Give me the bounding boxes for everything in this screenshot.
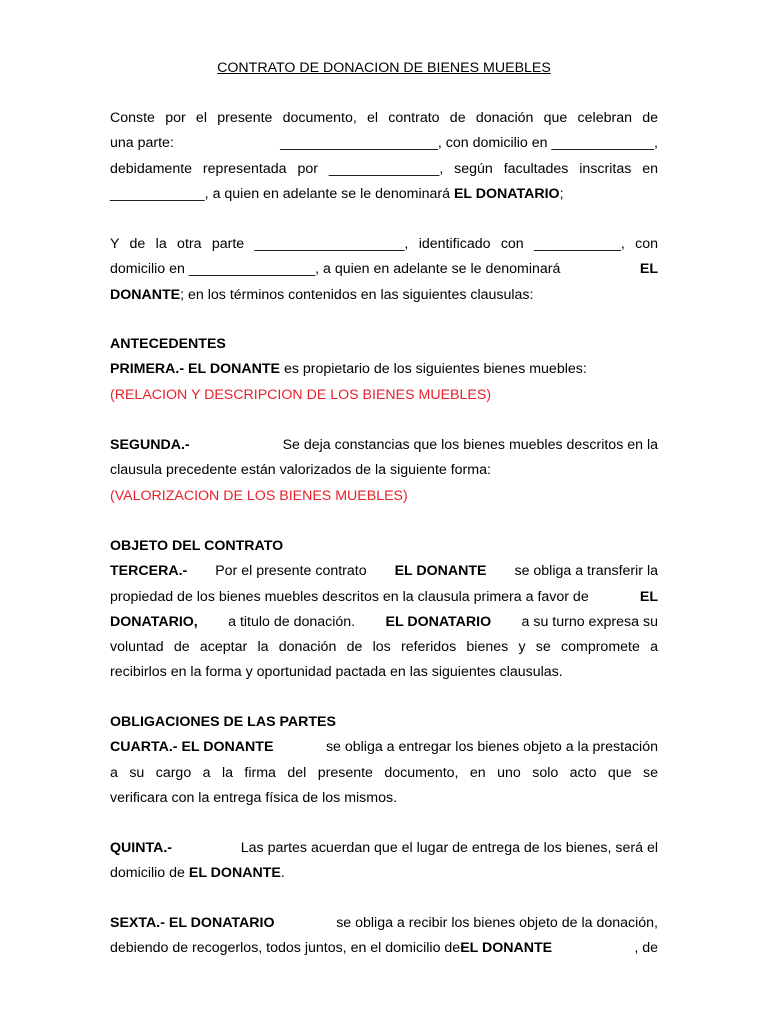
intro1-line-2 xyxy=(110,131,658,156)
cuarta-line-2: a su cargo a la firma del presente documento, en uno solo acto que se xyxy=(110,764,658,781)
primera-placeholder: (RELACION Y DESCRIPCION DE LOS BIENES MUEBLES) xyxy=(110,386,492,403)
sexta-line-1-text: se obliga a recibir los bienes objeto de la donación, xyxy=(332,915,658,931)
primera-party: EL DONANTE xyxy=(188,361,280,378)
intro1-line-1: Conste por el presente documento, el contrato de donación que celebran de xyxy=(110,110,658,126)
intro1-line-2b: ____________________, con domicilio en _____________, xyxy=(280,135,658,152)
cuarta-party: EL DONANTE xyxy=(181,739,274,756)
sexta-line-2c: , de xyxy=(634,940,658,957)
segunda-line-2: clausula precedente están valorizados de la siguiente forma: xyxy=(110,462,491,479)
antecedentes-heading: ANTECEDENTES xyxy=(110,336,226,352)
objeto-heading: OBJETO DEL CONTRATO xyxy=(110,538,284,554)
intro2-line-2b: EL xyxy=(639,261,658,278)
primera-clause xyxy=(110,357,658,382)
sexta-line-2 xyxy=(110,936,658,961)
quinta-party: EL DONANTE xyxy=(188,865,281,882)
tercera-line-1c: se obliga a transferir la xyxy=(510,563,658,580)
cuarta-line-1 xyxy=(110,735,658,760)
tercera-line-1 xyxy=(110,559,658,584)
quinta-line-2a: domicilio de xyxy=(110,865,189,882)
primera-text: es propietario de los siguientes bienes muebles: xyxy=(280,361,587,378)
segunda-clause xyxy=(110,433,658,509)
intro-paragraph-1 xyxy=(110,106,658,207)
intro2-line-3b: ; en los términos contenidos en las siguientes clausulas: xyxy=(180,286,534,303)
segunda-label: SEGUNDA.- xyxy=(110,437,190,453)
sexta-party-2: EL DONANTE xyxy=(460,940,553,957)
intro1-line-2a: una parte: xyxy=(110,135,174,152)
tercera-party-1: EL DONANTE xyxy=(394,563,487,580)
obligaciones-section xyxy=(110,710,658,811)
tercera-line-2b: EL xyxy=(639,588,658,605)
quinta-label: QUINTA.- xyxy=(110,840,172,856)
tercera-line-3b: a titulo de donación. xyxy=(224,613,360,630)
donante-term: DONANTE xyxy=(110,286,181,303)
obligaciones-heading: OBLIGACIONES DE LAS PARTES xyxy=(110,714,336,730)
intro2-line-2a: domicilio en ________________, a quien en adelante se le denominará xyxy=(110,261,565,278)
intro1-line-4 xyxy=(110,182,658,207)
intro-paragraph-2 xyxy=(110,232,658,308)
tercera-line-4: voluntad de aceptar la donación de los referidos bienes y se compromete a xyxy=(110,639,658,656)
segunda-line-1-text: Se deja constancias que los bienes muebles descritos en la xyxy=(278,437,658,453)
intro1-line-4c: ; xyxy=(559,185,564,202)
quinta-line-2c: . xyxy=(280,865,285,882)
sexta-line-1 xyxy=(110,911,658,936)
sexta-party: EL DONATARIO xyxy=(168,915,275,931)
tercera-line-2a: propiedad de los bienes muebles descritos en la clausula primera a favor de xyxy=(110,588,593,605)
quinta-clause xyxy=(110,836,658,887)
sexta-clause xyxy=(110,911,658,962)
cuarta-line-3: verificara con la entrega física de los mismos. xyxy=(110,789,398,806)
tercera-line-3a: DONATARIO, xyxy=(110,613,198,630)
primera-label: PRIMERA.- xyxy=(110,361,189,378)
tercera-line-5: recibirlos en la forma y oportunidad pactada en las siguientes clausulas. xyxy=(110,664,563,681)
tercera-line-3c: EL DONATARIO xyxy=(385,613,492,630)
quinta-line-2 xyxy=(110,861,658,886)
intro2-line-3 xyxy=(110,283,658,308)
quinta-line-1 xyxy=(110,836,658,861)
tercera-line-3d: a su turno expresa su xyxy=(517,613,658,630)
sexta-label: SEXTA.- xyxy=(110,915,169,931)
segunda-placeholder: (VALORIZACION DE LOS BIENES MUEBLES) xyxy=(110,487,408,504)
objeto-section xyxy=(110,534,658,686)
donatario-term: EL DONATARIO xyxy=(453,185,560,202)
intro2-line-2 xyxy=(110,257,658,282)
tercera-line-3 xyxy=(110,610,658,635)
cuarta-label: CUARTA.- xyxy=(110,739,182,756)
tercera-line-1a: Por el presente contrato xyxy=(211,563,371,580)
cuarta-line-1-text: se obliga a entregar los bienes objeto a la prestación xyxy=(322,739,658,756)
segunda-line-1 xyxy=(110,433,658,458)
sexta-line-2a: debiendo de recogerlos, todos juntos, en el domicilio de xyxy=(110,940,461,957)
tercera-line-2 xyxy=(110,585,658,610)
tercera-label: TERCERA.- xyxy=(110,563,188,580)
quinta-line-1-text: Las partes acuerdan que el lugar de entrega de los bienes, será el xyxy=(236,840,658,856)
document-title: CONTRATO DE DONACION DE BIENES MUEBLES xyxy=(217,60,551,76)
intro1-line-3: debidamente representada por ______________, según facultades inscritas en xyxy=(110,160,658,177)
intro1-line-4a: ____________, a quien en adelante se le denominará xyxy=(110,185,454,202)
antecedentes-section xyxy=(110,332,658,408)
intro2-line-1: Y de la otra parte ___________________, identificado con ___________, con xyxy=(110,236,658,252)
